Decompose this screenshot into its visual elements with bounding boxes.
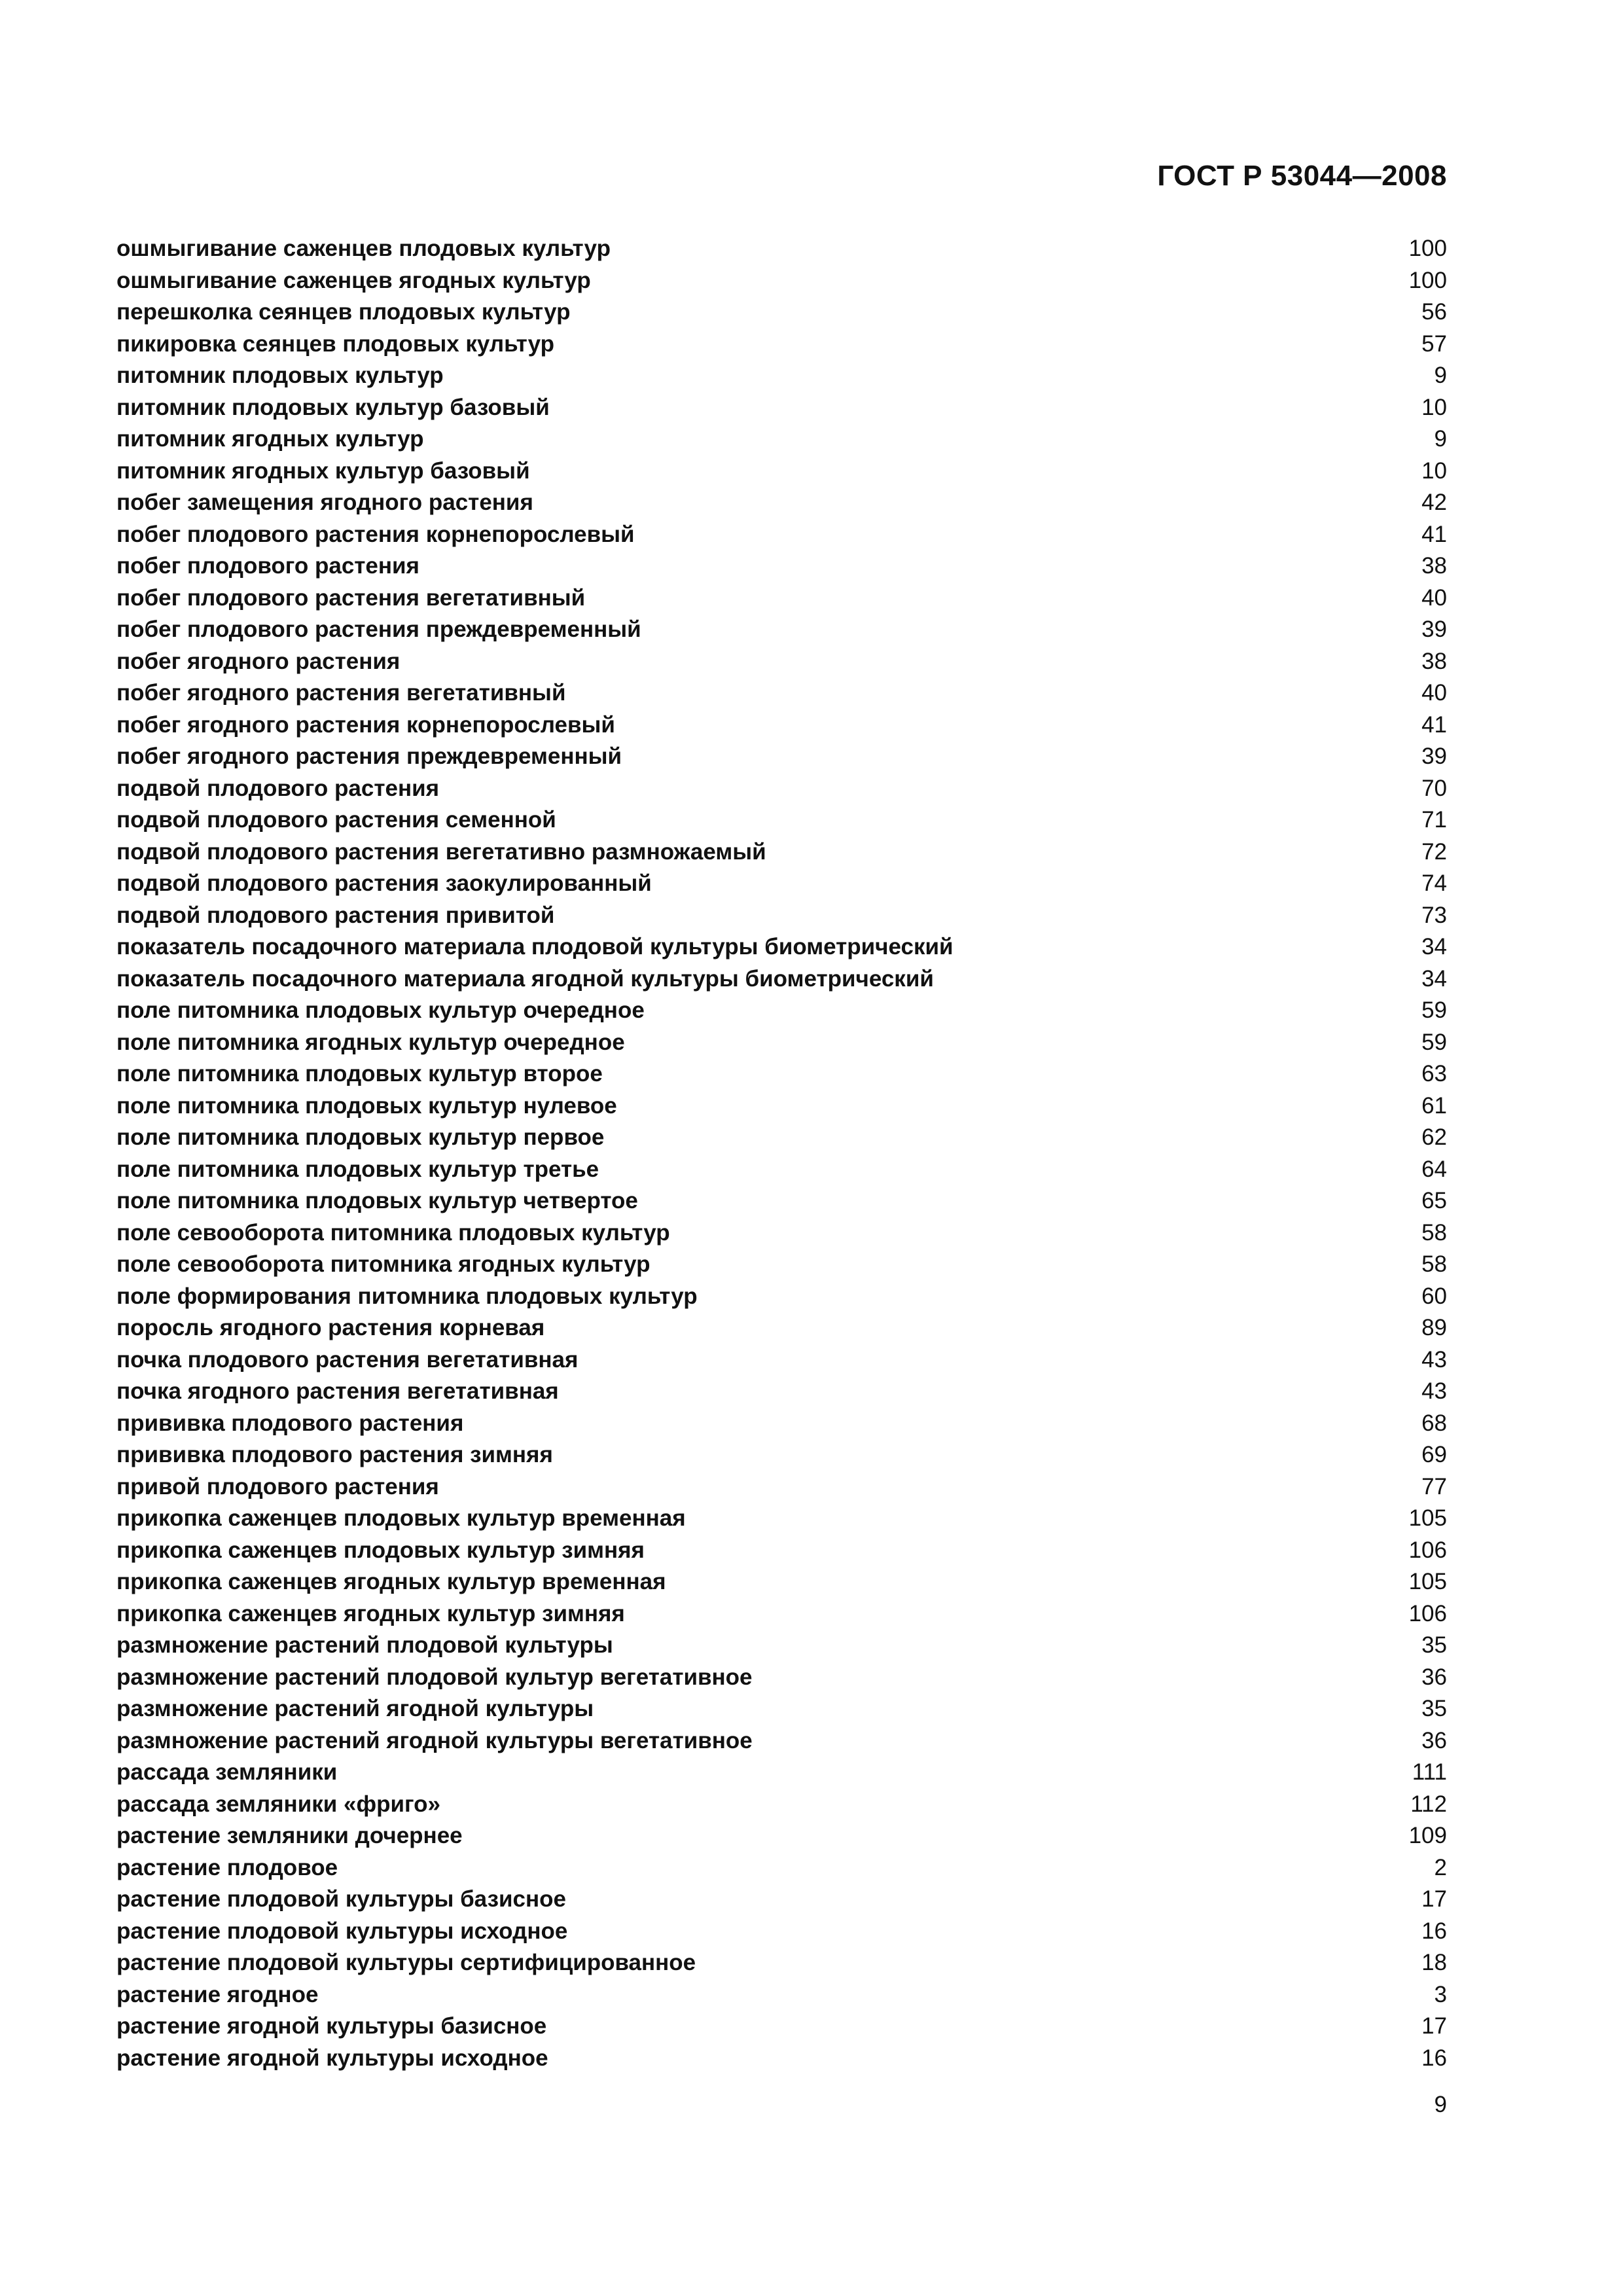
index-entry bbox=[116, 233, 1447, 265]
index-entry bbox=[116, 646, 1447, 678]
index-term-number: 112 bbox=[1410, 1791, 1447, 1817]
index-entry bbox=[116, 392, 1447, 424]
index-entry bbox=[116, 1725, 1447, 1757]
index-entry bbox=[116, 1312, 1447, 1344]
index-term: подвой плодового растения вегетативно размножаемый bbox=[116, 838, 766, 865]
index-term: размножение растений ягодной культуры bbox=[116, 1696, 594, 1721]
index-term: растение земляники дочернее bbox=[116, 1823, 463, 1848]
index-term: размножение растений плодовой культуры bbox=[116, 1632, 613, 1658]
index-term: поле севооборота питомника ягодных культур bbox=[116, 1251, 651, 1277]
index-term-number: 36 bbox=[1421, 1664, 1447, 1690]
index-term: растение плодовой культуры сертифицированное bbox=[116, 1950, 696, 1975]
index-entry bbox=[116, 1090, 1447, 1122]
index-term-number: 9 bbox=[1434, 426, 1447, 452]
index-entry bbox=[116, 1947, 1447, 1979]
index-term-number: 58 bbox=[1421, 1219, 1447, 1246]
index-term-number: 18 bbox=[1421, 1950, 1447, 1975]
index-term: поле питомника плодовых культур четвертое bbox=[116, 1188, 638, 1213]
index-entry bbox=[116, 1916, 1447, 1948]
index-entry bbox=[116, 804, 1447, 836]
index-entry bbox=[116, 296, 1447, 329]
index-term: перешколка сеянцев плодовых культур bbox=[116, 299, 571, 325]
index-term-number: 100 bbox=[1408, 267, 1447, 293]
index-term: поросль ягодного растения корневая bbox=[116, 1315, 545, 1340]
index-term: показатель посадочного материала плодовой культуры биометрический bbox=[116, 934, 954, 960]
index-term: побег плодового растения корнепорослевый bbox=[116, 521, 635, 547]
index-term-number: 38 bbox=[1421, 553, 1447, 579]
index-term: почка ягодного растения вегетативная bbox=[116, 1378, 559, 1404]
index-term: поле питомника плодовых культур первое bbox=[116, 1124, 605, 1150]
index-term-number: 16 bbox=[1421, 2045, 1447, 2071]
index-term: размножение растений ягодной культуры вегетативное bbox=[116, 1727, 753, 1753]
index-term: поле питомника плодовых культур нулевое bbox=[116, 1092, 617, 1119]
document-standard-code: ГОСТ Р 53044—2008 bbox=[1157, 160, 1447, 192]
index-entry bbox=[116, 1852, 1447, 1884]
index-entry bbox=[116, 1471, 1447, 1503]
index-term: поле питомника ягодных культур очередное bbox=[116, 1029, 625, 1055]
index-entry bbox=[116, 677, 1447, 709]
index-entry bbox=[116, 519, 1447, 551]
index-term: побег ягодного растения корнепорослевый bbox=[116, 711, 615, 738]
index-term: питомник плодовых культур bbox=[116, 363, 444, 388]
index-term: растение ягодной культуры исходное bbox=[116, 2045, 548, 2071]
index-term-number: 36 bbox=[1421, 1727, 1447, 1753]
index-term-number: 59 bbox=[1421, 997, 1447, 1023]
index-term: растение ягодной культуры базисное bbox=[116, 2013, 547, 2039]
index-term-number: 34 bbox=[1421, 965, 1447, 992]
index-entry bbox=[116, 868, 1447, 900]
index-term-number: 65 bbox=[1421, 1188, 1447, 1213]
index-entry bbox=[116, 931, 1447, 963]
index-entry bbox=[116, 1027, 1447, 1059]
index-term: побег ягодного растения bbox=[116, 648, 401, 674]
index-entry bbox=[116, 550, 1447, 583]
index-entry bbox=[116, 1281, 1447, 1313]
index-term: прививка плодового растения bbox=[116, 1410, 464, 1436]
index-entry bbox=[116, 360, 1447, 392]
index-term: побег плодового растения преждевременный bbox=[116, 617, 641, 642]
index-term: подвой плодового растения заокулированный bbox=[116, 870, 652, 896]
index-term: прикопка саженцев ягодных культур зимняя bbox=[116, 1600, 625, 1626]
index-entry bbox=[116, 1566, 1447, 1598]
index-term: прикопка саженцев ягодных культур временная bbox=[116, 1569, 666, 1594]
index-term-number: 3 bbox=[1434, 1981, 1447, 2007]
index-entry bbox=[116, 1789, 1447, 1821]
index-entry bbox=[116, 1693, 1447, 1725]
index-term-number: 2 bbox=[1434, 1854, 1447, 1880]
index-entry bbox=[116, 995, 1447, 1027]
index-entry bbox=[116, 1630, 1447, 1662]
index-entry bbox=[116, 1249, 1447, 1281]
index-term-number: 77 bbox=[1421, 1473, 1447, 1499]
index-term-number: 69 bbox=[1421, 1442, 1447, 1467]
index-term: привой плодового растения bbox=[116, 1473, 439, 1499]
index-term: пикировка сеянцев плодовых культур bbox=[116, 331, 554, 357]
index-term-number: 41 bbox=[1421, 711, 1447, 738]
index-entry bbox=[116, 1979, 1447, 2011]
index-term-number: 10 bbox=[1421, 394, 1447, 420]
index-term-number: 42 bbox=[1421, 490, 1447, 515]
index-term: рассада земляники bbox=[116, 1759, 338, 1785]
index-entry bbox=[116, 2043, 1447, 2075]
index-term-number: 74 bbox=[1421, 870, 1447, 896]
index-term: рассада земляники «фриго» bbox=[116, 1791, 440, 1817]
index-term-number: 61 bbox=[1421, 1092, 1447, 1119]
index-term: почка плодового растения вегетативная bbox=[116, 1346, 579, 1372]
index-entry bbox=[116, 1344, 1447, 1376]
index-term-number: 72 bbox=[1421, 838, 1447, 865]
index-term-number: 62 bbox=[1421, 1124, 1447, 1150]
index-term: поле питомника плодовых культур второе bbox=[116, 1061, 603, 1086]
index-term: побег замещения ягодного растения bbox=[116, 490, 533, 515]
index-entry bbox=[116, 583, 1447, 615]
index-term-number: 105 bbox=[1408, 1569, 1447, 1594]
index-entry bbox=[116, 423, 1447, 456]
index-entry bbox=[116, 456, 1447, 488]
index-term-number: 111 bbox=[1412, 1759, 1447, 1785]
index-term-number: 35 bbox=[1421, 1632, 1447, 1658]
index-term: поле питомника плодовых культур третье bbox=[116, 1156, 599, 1182]
index-term-number: 41 bbox=[1421, 521, 1447, 547]
index-entry bbox=[116, 1757, 1447, 1789]
index-term-number: 89 bbox=[1421, 1315, 1447, 1340]
index-term-number: 68 bbox=[1421, 1410, 1447, 1436]
index-term-number: 16 bbox=[1421, 1918, 1447, 1944]
index-term-number: 60 bbox=[1421, 1283, 1447, 1309]
index-term: поле севооборота питомника плодовых культур bbox=[116, 1219, 670, 1246]
index-term-number: 57 bbox=[1421, 331, 1447, 357]
index-term: прививка плодового растения зимняя bbox=[116, 1442, 553, 1467]
index-entry bbox=[116, 1154, 1447, 1186]
index-entry bbox=[116, 1535, 1447, 1567]
index-term-number: 39 bbox=[1421, 617, 1447, 642]
index-term-number: 9 bbox=[1434, 363, 1447, 388]
index-term-number: 63 bbox=[1421, 1061, 1447, 1086]
index-term-number: 35 bbox=[1421, 1696, 1447, 1721]
index-term-number: 106 bbox=[1408, 1537, 1447, 1563]
index-entry bbox=[116, 1884, 1447, 1916]
index-entry bbox=[116, 2011, 1447, 2043]
index-term-number: 10 bbox=[1421, 457, 1447, 484]
index-entry bbox=[116, 836, 1447, 869]
index-entry bbox=[116, 329, 1447, 361]
index-term: показатель посадочного материала ягодной культуры биометрический bbox=[116, 965, 934, 992]
index-entry bbox=[116, 1598, 1447, 1630]
index-entry bbox=[116, 900, 1447, 932]
index-term: поле питомника плодовых культур очередное bbox=[116, 997, 645, 1023]
index-entry bbox=[116, 614, 1447, 646]
index-entry bbox=[116, 1662, 1447, 1694]
index-term: подвой плодового растения привитой bbox=[116, 902, 555, 928]
index-term-number: 17 bbox=[1421, 2013, 1447, 2039]
page-number: 9 bbox=[1434, 2092, 1447, 2117]
index-term-number: 58 bbox=[1421, 1251, 1447, 1277]
index-term: растение ягодное bbox=[116, 1981, 319, 2007]
index-entry bbox=[116, 1820, 1447, 1852]
index-term: размножение растений плодовой культур вегетативное bbox=[116, 1664, 753, 1690]
index-term: растение плодовое bbox=[116, 1854, 338, 1880]
index-term: питомник плодовых культур базовый bbox=[116, 394, 550, 420]
index-term-number: 105 bbox=[1408, 1505, 1447, 1531]
index-term: прикопка саженцев плодовых культур зимняя bbox=[116, 1537, 645, 1563]
index-term: прикопка саженцев плодовых культур временная bbox=[116, 1505, 686, 1531]
index-term-number: 40 bbox=[1421, 680, 1447, 706]
index-term: поле формирования питомника плодовых культур bbox=[116, 1283, 698, 1309]
alphabetical-index-list bbox=[116, 233, 1447, 2074]
index-entry bbox=[116, 1376, 1447, 1408]
index-entry bbox=[116, 487, 1447, 519]
index-term: питомник ягодных культур базовый bbox=[116, 457, 530, 484]
index-term-number: 109 bbox=[1408, 1823, 1447, 1848]
index-entry bbox=[116, 265, 1447, 297]
index-entry bbox=[116, 1503, 1447, 1535]
index-term: побег ягодного растения преждевременный bbox=[116, 744, 622, 769]
index-term-number: 56 bbox=[1421, 299, 1447, 325]
index-term: подвой плодового растения семенной bbox=[116, 807, 556, 833]
index-entry bbox=[116, 963, 1447, 996]
index-term-number: 64 bbox=[1421, 1156, 1447, 1182]
index-term-number: 100 bbox=[1408, 236, 1447, 261]
index-entry bbox=[116, 1439, 1447, 1471]
index-term-number: 17 bbox=[1421, 1886, 1447, 1912]
index-entry bbox=[116, 741, 1447, 773]
index-entry bbox=[116, 1058, 1447, 1090]
index-term-number: 39 bbox=[1421, 744, 1447, 769]
index-term-number: 59 bbox=[1421, 1029, 1447, 1055]
index-term: ошмыгивание саженцев ягодных культур bbox=[116, 267, 591, 293]
index-entry bbox=[116, 1408, 1447, 1440]
index-term-number: 71 bbox=[1421, 807, 1447, 833]
index-term-number: 40 bbox=[1421, 584, 1447, 611]
index-term: питомник ягодных культур bbox=[116, 426, 424, 452]
index-entry bbox=[116, 1217, 1447, 1249]
index-term: ошмыгивание саженцев плодовых культур bbox=[116, 236, 611, 261]
index-term-number: 34 bbox=[1421, 934, 1447, 960]
index-term: побег плодового растения bbox=[116, 553, 419, 579]
index-entry bbox=[116, 709, 1447, 742]
index-entry bbox=[116, 773, 1447, 805]
index-term-number: 70 bbox=[1421, 775, 1447, 801]
index-term-number: 106 bbox=[1408, 1600, 1447, 1626]
index-term-number: 43 bbox=[1421, 1378, 1447, 1404]
index-term-number: 73 bbox=[1421, 902, 1447, 928]
index-term-number: 43 bbox=[1421, 1346, 1447, 1372]
index-entry bbox=[116, 1185, 1447, 1217]
index-entry bbox=[116, 1122, 1447, 1154]
index-term: подвой плодового растения bbox=[116, 775, 440, 801]
index-term: побег плодового растения вегетативный bbox=[116, 584, 586, 611]
index-term: растение плодовой культуры исходное bbox=[116, 1918, 568, 1944]
index-term: растение плодовой культуры базисное bbox=[116, 1886, 566, 1912]
index-term-number: 38 bbox=[1421, 648, 1447, 674]
index-term: побег ягодного растения вегетативный bbox=[116, 680, 566, 706]
